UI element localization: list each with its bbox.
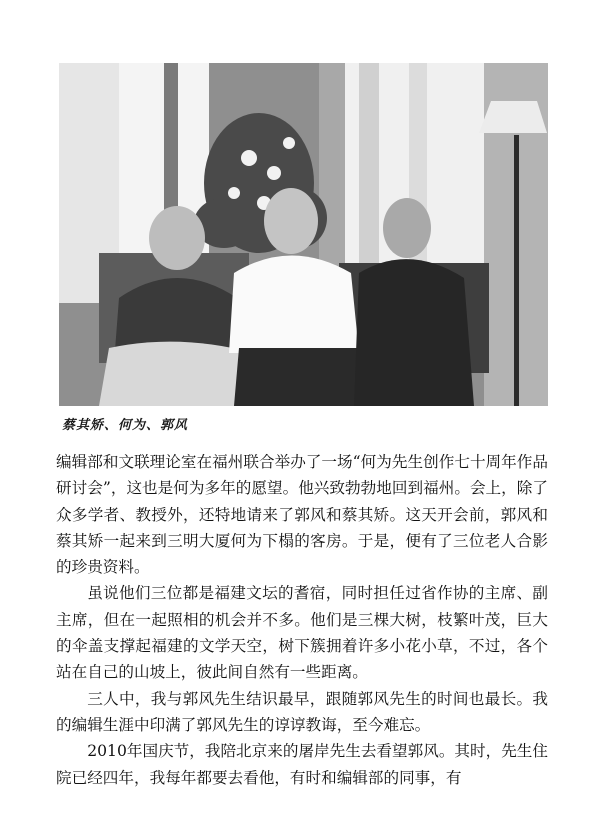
paragraph: 编辑部和文联理论室在福州联合举办了一场“何为先生创作七十周年作品研讨会”，这也是何为多年的愿望。他兴致勃勃地回到福州。会上，除了众多学者、教授外，还特地请来了郭风和蔡其矫。这天开会前，郭风和蔡其矫一起来到三明大厦何为下榻的客房。于是，便有了三位老人合影的珍贵资料。: [56, 453, 548, 577]
paragraph: 2010年国庆节，我陪北京来的屠岸先生去看望郭风。其时，先生住院已经四年，我每年都要去看他，有时和编辑部的同事，有: [56, 742, 548, 787]
paragraph: 虽说他们三位都是福建文坛的耆宿，同时担任过省作协的主席、副主席，但在一起照相的机会并不多。他们是三棵大树，枝繁叶茂，巨大的伞盖支撑起福建的文学天空，树下簇拥着许多小花小草，不过，各个站在自己的山坡上，彼此间自然有一些距离。: [56, 584, 548, 682]
paragraph: 三人中，我与郭风先生结识最早，跟随郭风先生的时间也最长。我的编辑生涯中印满了郭风先生的谆谆教诲，至今难忘。: [56, 689, 548, 734]
photo-illustration: [59, 63, 548, 406]
article-body: [56, 449, 548, 791]
photo-caption: 蔡其矫、何为、郭风: [62, 418, 189, 433]
photo-three-elderly-writers: [59, 63, 548, 406]
